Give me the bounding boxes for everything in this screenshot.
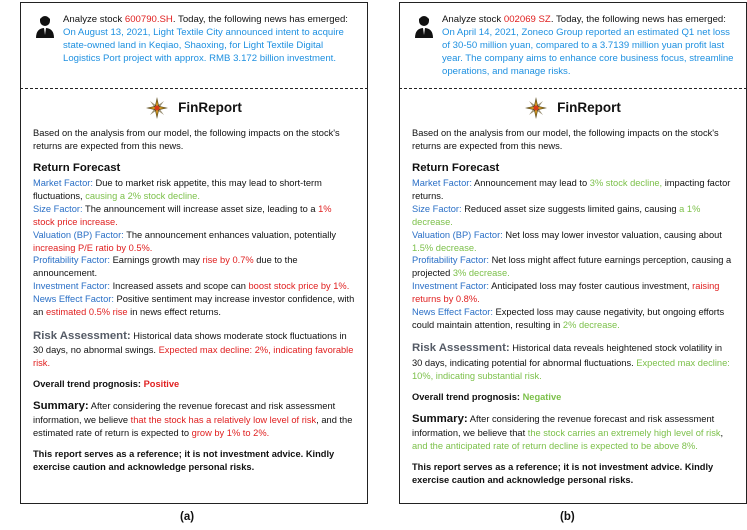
- factor-text: Announcement may lead to: [471, 178, 590, 189]
- finreport-body: [21, 89, 367, 474]
- factor-text: Anticipated loss may foster cautious investment,: [489, 281, 693, 292]
- summary-highlight: and the anticipated rate of return decline is expected to be above 8%.: [412, 441, 698, 452]
- factor-news-effect: [412, 306, 734, 332]
- factor-label: Market Factor:: [33, 178, 93, 189]
- factor-effect: raising returns by 0.8%.: [412, 281, 720, 304]
- factor-after: in news effect returns.: [127, 306, 221, 317]
- factor-label: Valuation (BP) Factor:: [412, 229, 503, 240]
- factor-label: News Effect Factor:: [412, 306, 493, 317]
- user-icon: [35, 15, 55, 39]
- factor-text: Net loss might affect future earnings perception, causing a projected: [412, 255, 732, 279]
- summary-text: After considering the revenue forecast and risk assessment information, we believe that: [412, 413, 715, 439]
- news-text: On August 13, 2021, Light Textile City announced intent to acquire state-owned land in Keqiao, Shaoxing, for Light Textile Digital Logistics Port project with approx. RMB 3.172 billion investment.: [63, 27, 344, 65]
- factor-text: Increased assets and scope can: [110, 281, 249, 292]
- factor-effect: a 1% decrease.: [412, 204, 701, 227]
- factor-label: Investment Factor:: [412, 281, 489, 292]
- trend-value: Positive: [143, 378, 180, 389]
- summary-highlight: grow by 1% to 2%.: [191, 428, 270, 439]
- return-forecast-heading: Return Forecast: [412, 161, 500, 174]
- factor-profitability: [412, 254, 734, 280]
- query-suffix: . Today, the following news has emerged:: [172, 14, 348, 25]
- query-box: [400, 3, 746, 88]
- brand-name: FinReport: [557, 99, 621, 115]
- factor-label: Valuation (BP) Factor:: [33, 229, 124, 240]
- factor-effect: 3% stock decline,: [589, 178, 663, 189]
- factor-effect: boost stock price by 1%.: [248, 281, 350, 292]
- summary: [33, 399, 355, 440]
- query-suffix: . Today, the following news has emerged:: [550, 14, 726, 25]
- risk-highlight: Expected max decline: 2%, indicating favorable risk.: [33, 345, 354, 369]
- news-text: On April 14, 2021, Zoneco Group reported an estimated Q1 net loss of 30-50 million yuan, compared to a 3.7139 million yuan profit last year. The company aims to enhance core business focus, streamline operations, and manage risks.: [442, 27, 734, 78]
- factor-text: Net loss may lower investor valuation, causing about: [502, 229, 722, 240]
- risk-assessment: [412, 341, 734, 382]
- factor-profitability: [33, 254, 355, 280]
- summary-text: ,: [720, 428, 724, 439]
- factor-text: Positive sentiment may increase investor confidence, with an: [33, 293, 355, 317]
- caption-b: (b): [560, 511, 575, 523]
- summary-text: , and the estimated rate of return is expected to: [33, 415, 353, 439]
- factor-effect: 3% decrease.: [452, 268, 510, 279]
- factor-label: Size Factor:: [412, 204, 462, 215]
- factor-effect: causing a 2% stock decline.: [85, 191, 200, 202]
- trend-prognosis: [412, 391, 734, 404]
- factor-text: The announcement will increase asset size, leading to a: [82, 204, 319, 215]
- factor-valuation: [33, 229, 355, 255]
- factor-text: Earnings growth may: [109, 255, 203, 266]
- trend-label: Overall trend prognosis:: [33, 378, 144, 389]
- factor-label: Size Factor:: [33, 204, 83, 215]
- factor-effect: 1% stock price increase.: [33, 204, 332, 227]
- factor-effect: increasing P/E ratio by 0.5%.: [33, 242, 153, 253]
- factor-after: impacting factor returns.: [412, 178, 731, 202]
- summary: [412, 412, 734, 453]
- factor-label: News Effect Factor:: [33, 293, 114, 304]
- disclaimer: This report serves as a reference; it is not investment advice. Kindly exercise caution and acknowledge personal risks.: [33, 449, 335, 472]
- query-prefix: Analyze stock: [63, 14, 125, 25]
- summary-highlight: that the stock has a relatively low level of risk: [130, 415, 317, 426]
- intro-text: Based on the analysis from our model, the following impacts on the stock's returns are expected from this news.: [33, 128, 340, 151]
- intro-text: Based on the analysis from our model, the following impacts on the stock's returns are expected from this news.: [412, 128, 719, 151]
- factor-text: The announcement enhances valuation, potentially: [123, 229, 337, 240]
- user-icon: [414, 15, 434, 39]
- factor-after: due to the announcement.: [33, 255, 298, 279]
- factor-effect: estimated 0.5% rise: [45, 306, 128, 317]
- factor-size: [33, 203, 355, 229]
- trend-label: Overall trend prognosis:: [412, 391, 523, 402]
- compass-logo-icon: [146, 97, 168, 119]
- factor-news-effect: [33, 293, 355, 319]
- brand-header: [33, 97, 355, 119]
- query-prefix: Analyze stock: [442, 14, 504, 25]
- stock-ticker: 002069 SZ: [503, 14, 551, 25]
- risk-assessment: [33, 329, 355, 370]
- risk-highlight: Expected max decline: 10%, indicating substantial risk.: [412, 358, 730, 381]
- factor-effect: rise by 0.7%: [202, 255, 254, 266]
- report-panel-a: [20, 2, 368, 504]
- query-box: [21, 3, 367, 88]
- factor-valuation: [412, 229, 734, 255]
- summary-highlight: the stock carries an extremely high level of risk: [527, 428, 721, 439]
- factor-label: Market Factor:: [412, 178, 472, 189]
- factor-effect: 2% decrease.: [562, 319, 620, 330]
- factor-market: [33, 177, 355, 203]
- factor-investment: [33, 280, 355, 293]
- report-panel-b: [399, 2, 747, 504]
- summary-heading: Summary:: [33, 399, 89, 412]
- disclaimer: This report serves as a reference; it is not investment advice. Kindly exercise caution and acknowledge personal risks.: [412, 461, 714, 485]
- risk-text: Historical data shows moderate stock fluctuations in 30 days, no abnormal swings.: [33, 330, 347, 356]
- summary-heading: Summary:: [412, 412, 468, 425]
- factor-label: Profitability Factor:: [412, 255, 489, 266]
- stock-ticker: 600790.SH: [124, 14, 173, 25]
- factor-text: Due to market risk appetite, this may lead to short-term fluctuations,: [33, 178, 322, 202]
- factor-market: [412, 177, 734, 203]
- risk-heading: Risk Assessment:: [412, 342, 510, 355]
- finreport-body: [400, 89, 746, 487]
- factor-size: [412, 203, 734, 229]
- trend-prognosis: [33, 378, 355, 391]
- brand-header: [412, 97, 734, 119]
- factor-text: Expected loss may cause negativity, but ongoing efforts could maintain attention, resulting in: [412, 306, 725, 330]
- risk-text: Historical data reveals heightened stock volatility in 30 days, indicating potential for abnormal fluctuations.: [412, 343, 723, 369]
- factor-investment: [412, 280, 734, 306]
- return-forecast-heading: Return Forecast: [33, 161, 121, 174]
- factor-text: Reduced asset size suggests limited gains, causing: [461, 204, 680, 215]
- factor-label: Profitability Factor:: [33, 255, 110, 266]
- factor-label: Investment Factor:: [33, 281, 110, 292]
- risk-heading: Risk Assessment:: [33, 329, 131, 342]
- trend-value: Negative: [522, 391, 562, 402]
- factor-effect: 1.5% decrease.: [412, 242, 477, 253]
- compass-logo-icon: [525, 97, 547, 119]
- summary-text: After considering the revenue forecast and risk assessment information, we believe: [33, 400, 336, 426]
- brand-name: FinReport: [178, 99, 242, 115]
- caption-a: (a): [180, 511, 195, 523]
